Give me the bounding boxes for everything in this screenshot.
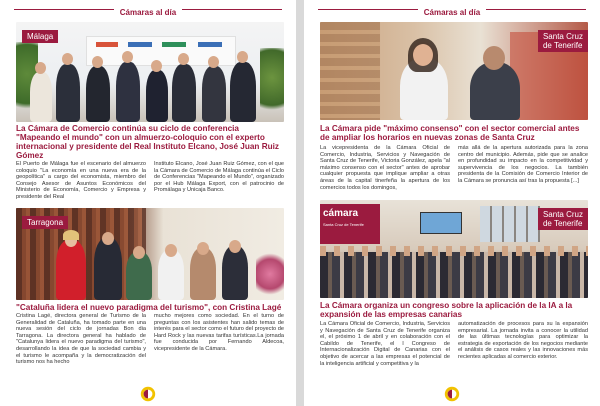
photo-santa-cruz-interview (320, 22, 588, 120)
tag-line-1: Santa Cruz (542, 210, 583, 219)
page-gutter (296, 0, 304, 406)
region-tag-tarragona: Tarragona (22, 216, 68, 229)
headline-tarragona: "Cataluña lidera el nuevo paradigma del turismo", con Cristina Lagé (16, 303, 282, 312)
tag-line-1: Santa Cruz (542, 32, 583, 41)
tag-line-2: de Tenerife (542, 41, 583, 50)
body-col-1: Cristina Lagé, directora general de Turismo de la Generalidad de Cataluña, ha tomado parte en una nueva sesión del ciclo de jornadas Bon dia Tarragona. La directora general ha hablado de "Catalunya lidera el nuevo paradigma del turismo", desarrollando la idea de que la sociedad cambia y el turismo le acompaña y la democratización del turismo nos ha hecho (16, 313, 146, 366)
region-tag-malaga: Málaga (22, 30, 58, 43)
chamber-logo-icon (140, 386, 156, 402)
article-malaga (16, 22, 284, 201)
region-tag-santa-cruz (538, 30, 588, 52)
tag-line-2: de Tenerife (542, 219, 583, 228)
banner-camara-text: cámara (323, 208, 359, 219)
banner-subtitle: Santa Cruz de Tenerife (323, 222, 364, 227)
body-col-2: mucho mejores como sociedad. En el turno de preguntas con los asistentes han salido temas de interés para el sector como el futuro del proyecto de Hard Rock y las nuevas tarifas turísticas.La jornada fue conducida por Fernando Aldecoa, vicepresidente de la Cámara. (154, 313, 284, 352)
right-page (304, 0, 600, 406)
section-header-right (304, 0, 600, 17)
body-col-1: La Cámara Oficial de Comercio, Industria, Servicios y Navegación de Santa Cruz de Tenerife organiza el, el próximo 1 de abril y en colaboración con el Cabildo de Tenerife, el I Congreso de Internacionalización Digital de Canarias con el objetivo de acercar a las empresas el potencial de la inteligencia artificial y competitiva y la (320, 321, 450, 367)
headline-santa-cruz-ia: La Cámara organiza un congreso sobre la aplicación de la IA a la expansión de las empresas canarias (320, 301, 573, 319)
section-title: Cámaras al día (114, 8, 182, 17)
body-malaga (16, 161, 284, 201)
body-santa-cruz-comercio (320, 145, 588, 191)
body-col-2: más allá de la apertura autorizada para la zona centro del municipio. Además, pide que se analice en profundidad su impacto en la competitividad y supervivencia de los negocios. La también presidenta de la Comisión de Comercio Interior de la Cámara se pronuncia así tras la propuesta [...] (458, 145, 588, 184)
headline-malaga: La Cámara de Comercio continúa su ciclo de conferencia "Mapeando el mundo" con un almuerzo-coloquio con el experto internacional y presidente del Real Instituto Elcano, José Juan Ruiz Gómez (16, 124, 279, 160)
headline-santa-cruz-comercio: La Cámara pide "máximo consenso" con el sector comercial antes de ampliar los horarios en nuevas zonas de Santa Cruz (320, 124, 580, 142)
body-santa-cruz-ia (320, 321, 588, 367)
photo-santa-cruz-congress (320, 200, 588, 298)
body-col-2: automatización de procesos para su la expansión empresarial. La jornada invita a conocer la utilidad de las últimas tecnologías para optimizar la estrategia de exportación de los negocios mediante el análisis de casos reales y las innovaciones más recientes aplicadas al comercio exterior. (458, 321, 588, 360)
section-title: Cámaras al día (418, 8, 486, 17)
photo-malaga-conference (16, 22, 284, 122)
article-santa-cruz-ia (320, 200, 588, 367)
photo-tarragona-group (16, 208, 284, 300)
region-tag-santa-cruz-2 (538, 208, 588, 230)
section-header-left (0, 0, 296, 17)
body-col-2: Instituto Elcano, José Juan Ruiz Gómez, con el que la Cámara de Comercio de Málaga continúa el Ciclo de Conferencias "Mapeando el Mundo", organizado por el Hub Málaga Export, con el patrocinio de Promálaga y Unicaja Banco. (154, 161, 284, 194)
body-col-1: El Puerto de Málaga fue el escenario del almuerzo coloquio "La economía en una nueva era de la geopolítica" a cargo del economista, miembro del Consejo Asesor de Asuntos Económicos del Ministerio de Economía, Comercio y Empresa y presidente del Real (16, 161, 146, 200)
body-tarragona (16, 313, 284, 366)
chamber-logo-icon (444, 386, 460, 402)
left-page (0, 0, 296, 406)
body-col-1: La vicepresidenta de la Cámara Oficial de Comercio, Industria, Servicios y Navegación de Santa Cruz de Tenerife, Victoria González, apela "al máximo consenso con el sector" antes de aprobar cualquier propuesta que implique ampliar a otras áreas de la capital tinerfeña la apertura de los comercios todos los domingos, (320, 145, 450, 191)
article-tarragona (16, 208, 284, 366)
article-santa-cruz-comercio (320, 22, 588, 191)
